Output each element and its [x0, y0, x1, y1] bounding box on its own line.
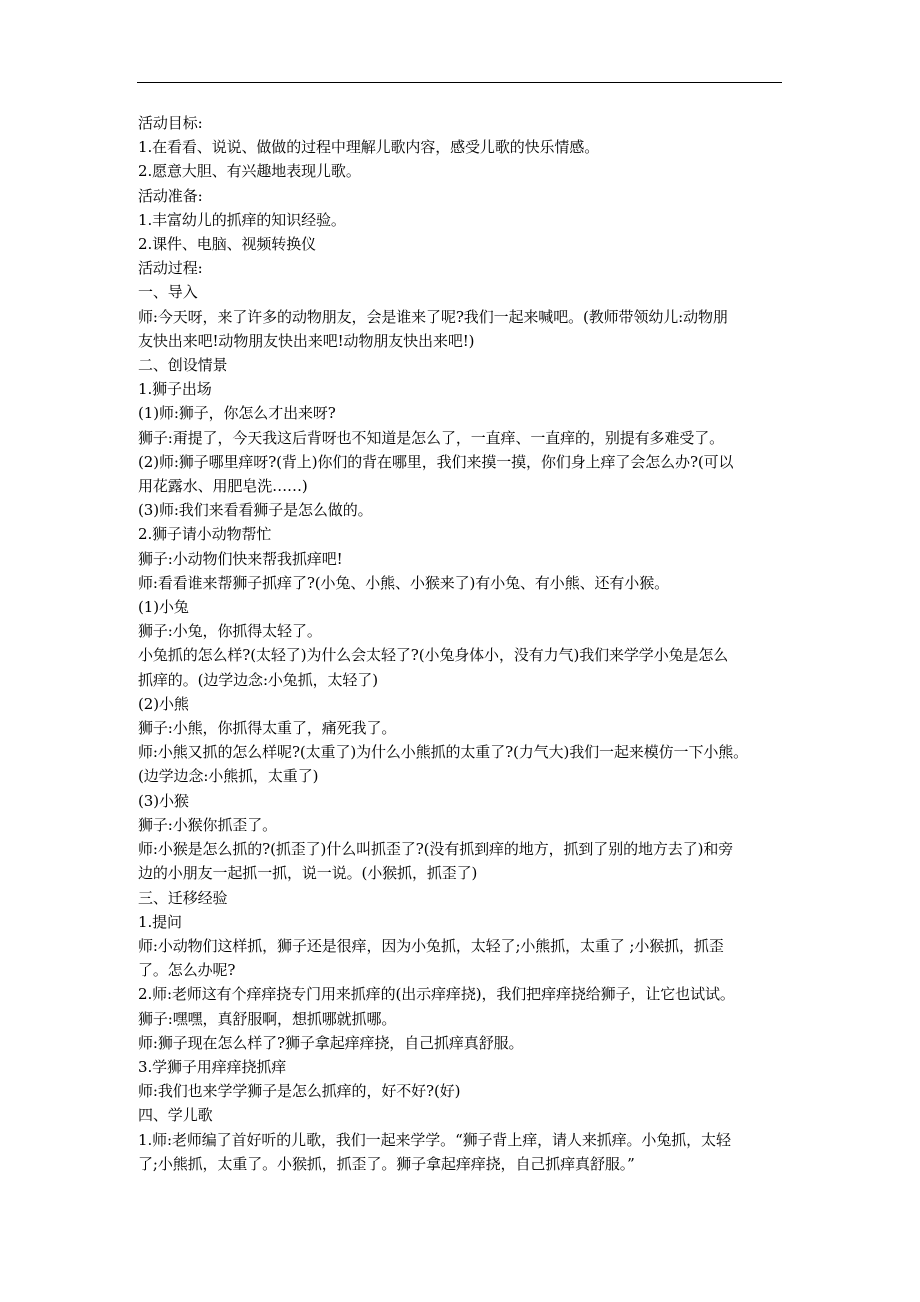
text-line: 抓痒的。(边学边念:小兔抓，太轻了)	[138, 670, 378, 689]
text-line: (1)师:狮子，你怎么才出来呀?	[138, 404, 336, 423]
text-line: 友快出来吧!动物朋友快出来吧!动物朋友快出来吧!)	[138, 331, 475, 350]
text-line: 师:狮子现在怎么样了?狮子拿起痒痒挠，自己抓痒真舒服。	[138, 1033, 524, 1052]
text-line: 师:我们也来学学狮子是怎么抓痒的，好不好?(好)	[138, 1082, 461, 1101]
text-line: 狮子:小猴你抓歪了。	[138, 815, 278, 834]
text-line: 师:今天呀，来了许多的动物朋友，会是谁来了呢?我们一起来喊吧。(教师带领幼儿:动物朋	[138, 307, 728, 326]
text-line: 师:看看谁来帮狮子抓痒了?(小兔、小熊、小猴来了)有小兔、有小熊、还有小猴。	[138, 573, 670, 592]
text-line: 三、迁移经验	[138, 888, 228, 907]
text-line: 1.提问	[138, 912, 182, 931]
text-line: 一、导入	[138, 283, 198, 302]
text-line: 1.在看看、说说、做做的过程中理解儿歌内容，感受儿歌的快乐情感。	[138, 138, 600, 157]
text-line: (2)师:狮子哪里痒呀?(背上)你们的背在哪里，我们来摸一摸，你们身上痒了会怎么办?(可以	[138, 452, 734, 471]
text-line: 了;小熊抓，太重了。小猴抓，抓歪了。狮子拿起痒痒挠，自己抓痒真舒服。”	[138, 1154, 635, 1173]
text-line: 边的小朋友一起抓一抓，说一说。(小猴抓，抓歪了)	[138, 864, 478, 883]
text-line: 小兔抓的怎么样?(太轻了)为什么会太轻了?(小兔身体小，没有力气)我们来学学小兔是怎么	[138, 646, 729, 665]
document-body	[138, 111, 788, 1176]
text-line: 活动准备:	[138, 186, 203, 205]
text-line: 2.课件、电脑、视频转换仪	[138, 235, 317, 254]
text-line: 狮子:小熊，你抓得太重了，痛死我了。	[138, 719, 397, 738]
text-line: 狮子:小动物们快来帮我抓痒吧!	[138, 549, 343, 568]
text-line: 师:小猴是怎么抓的?(抓歪了)什么叫抓歪了?(没有抓到痒的地方，抓到了别的地方去了)和旁	[138, 840, 734, 859]
text-line: 狮子:嘿嘿，真舒服啊，想抓哪就抓哪。	[138, 1009, 397, 1028]
text-line: 四、学儿歌	[138, 1106, 213, 1125]
text-line: 狮子:小兔，你抓得太轻了。	[138, 622, 322, 641]
text-line: 1.狮子出场	[138, 380, 212, 399]
text-line: 狮子:甭提了，今天我这后背呀也不知道是怎么了，一直痒、一直痒的，别提有多难受了。	[138, 428, 725, 447]
text-line: (边学边念:小熊抓，太重了)	[138, 767, 319, 786]
text-line: 活动过程:	[138, 259, 203, 278]
text-line: (1)小兔	[138, 598, 189, 617]
text-line: 用花露水、用肥皂洗……)	[138, 477, 308, 496]
text-line: (3)师:我们来看看狮子是怎么做的。	[138, 501, 373, 520]
text-line: (2)小熊	[138, 694, 189, 713]
text-line: 2.愿意大胆、有兴趣地表现儿歌。	[138, 162, 361, 181]
text-line: 了。怎么办呢?	[138, 961, 236, 980]
text-line: 师:小动物们这样抓，狮子还是很痒，因为小兔抓，太轻了;小熊抓，太重了 ;小猴抓，抓歪	[138, 936, 724, 955]
text-line: 2.师:老师这有个痒痒挠专门用来抓痒的(出示痒痒挠)，我们把痒痒挠给狮子，让它也试试。	[138, 985, 735, 1004]
text-line: 2.狮子请小动物帮忙	[138, 525, 272, 544]
header-divider	[137, 82, 782, 83]
text-line: 师:小熊又抓的怎么样呢?(太重了)为什么小熊抓的太重了?(力气大)我们一起来模仿一下小熊。	[138, 743, 749, 762]
text-line: 3.学狮子用痒痒挠抓痒	[138, 1057, 287, 1076]
text-line: (3)小猴	[138, 791, 189, 810]
text-line: 二、创设情景	[138, 356, 228, 375]
text-line: 1.丰富幼儿的抓痒的知识经验。	[138, 210, 346, 229]
text-line: 1.师:老师编了首好听的儿歌，我们一起来学学。“狮子背上痒，请人来抓痒。小兔抓，太轻	[138, 1130, 731, 1149]
text-line: 活动目标:	[138, 114, 203, 132]
